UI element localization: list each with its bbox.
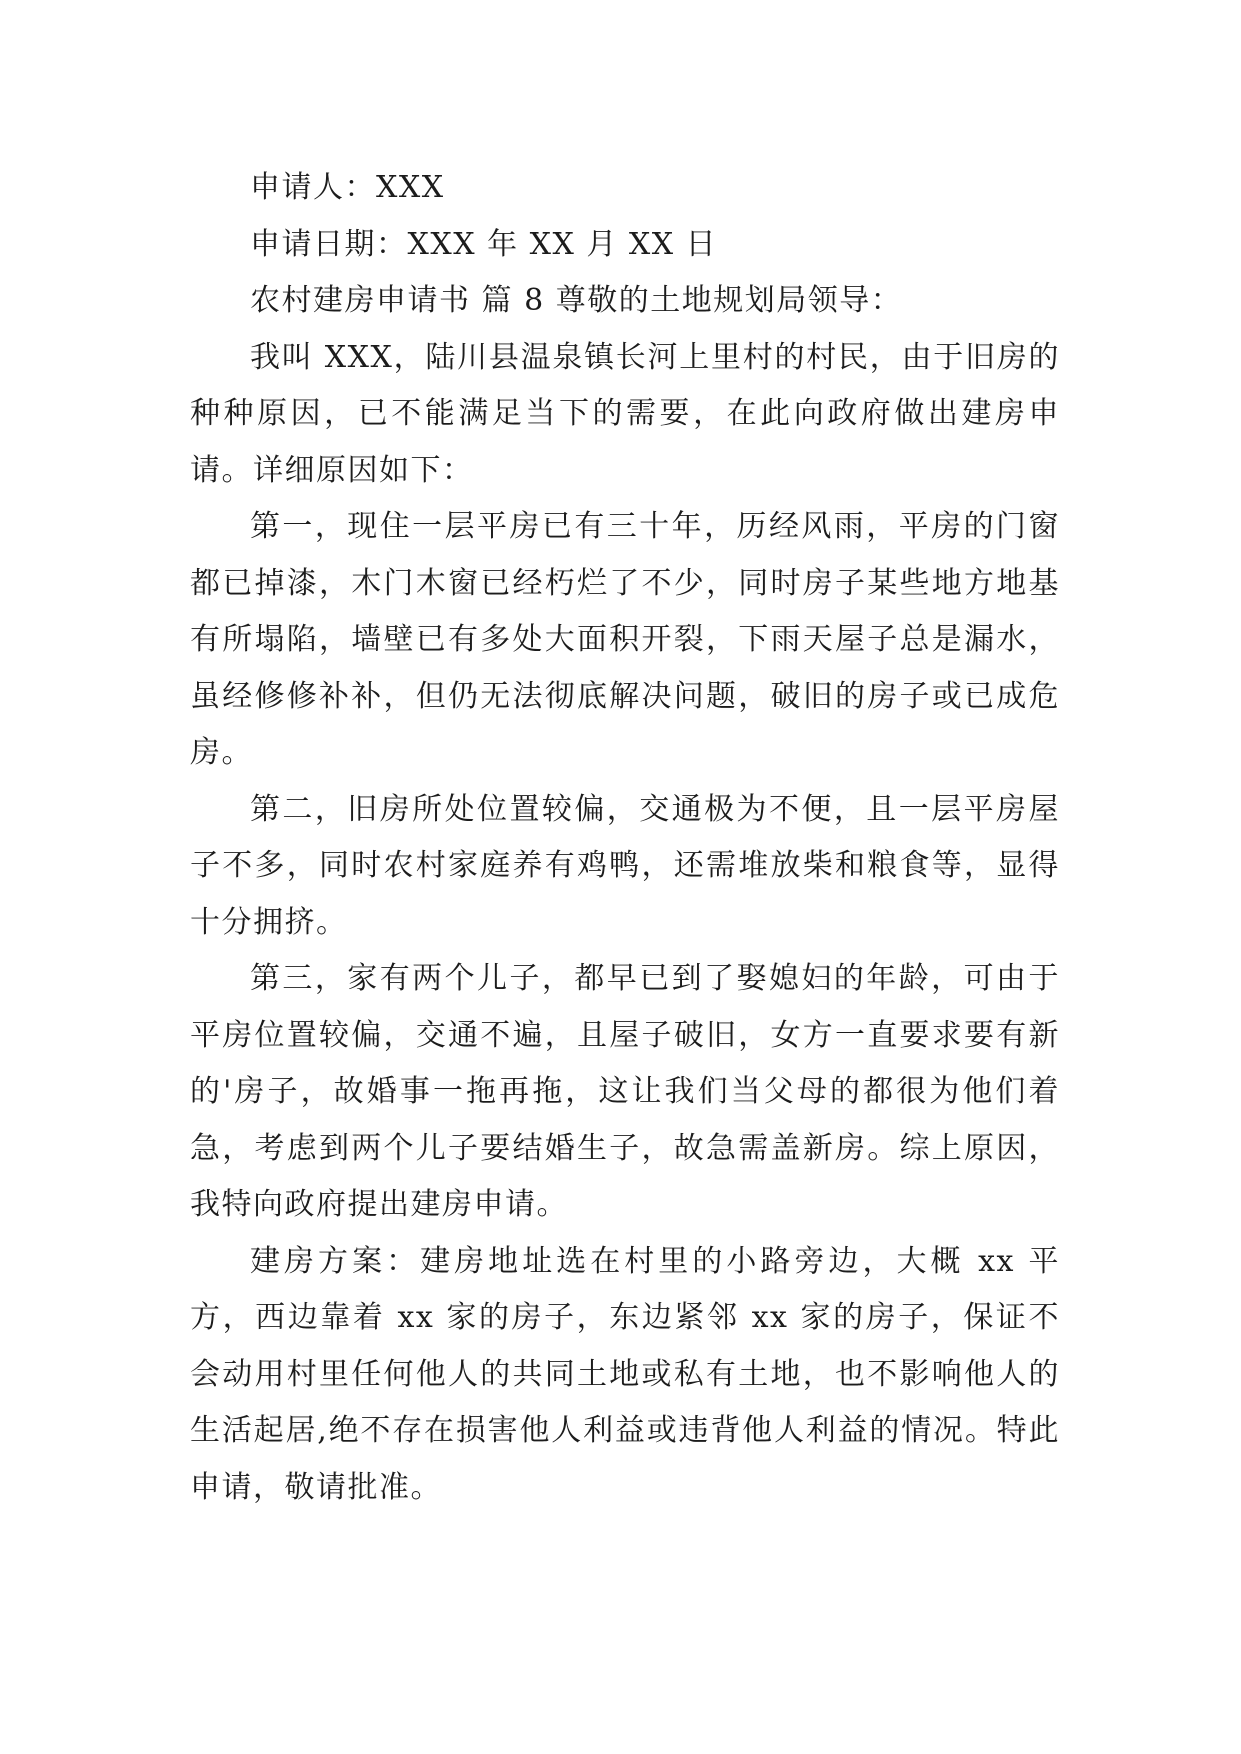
applicant-line: 申请人：XXX — [250, 170, 445, 205]
document-body — [190, 160, 1060, 1516]
paragraph-reason-3: 第三，家有两个儿子，都早已到了娶媳妇的年龄，可由于平房位置较偏，交通不遍，且屋子破旧，女方一直要求要有新的'房子，故婚事一拖再拖，这让我们当父母的都很为他们着急，考虑到两个儿子要结婚生子，故急需盖新房。综上原因，我特向政府提出建房申请。 — [190, 961, 1060, 1222]
heading-line: 农村建房申请书 篇 8 尊敬的土地规划局领导： — [250, 283, 903, 318]
date-line: 申请日期：XXX 年 XX 月 XX 日 — [250, 226, 718, 262]
paragraph-reason-1: 第一，现住一层平房已有三十年，历经风雨，平房的门窗都已掉漆，木门木窗已经朽烂了不少，同时房子某些地方地基有所塌陷，墙壁已有多处大面积开裂，下雨天屋子总是漏水，虽经修修补补，但仍无法彻底解决问题，破旧的房子或已成危房。 — [190, 509, 1060, 770]
paragraph-intro: 我叫 XXX，陆川县温泉镇长河上里村的村民，由于旧房的种种原因，已不能满足当下的需要，在此向政府做出建房申请。详细原因如下： — [190, 339, 1060, 488]
paragraph-reason-2: 第二，旧房所处位置较偏，交通极为不便，且一层平房屋子不多，同时农村家庭养有鸡鸭，还需堆放柴和粮食等，显得十分拥挤。 — [190, 791, 1060, 940]
paragraph-plan: 建房方案：建房地址选在村里的小路旁边，大概 xx 平方，西边靠着 xx 家的房子，东边紧邻 xx 家的房子，保证不会动用村里任何他人的共同土地或私有土地，也不影响他人的生活起居,绝不存在损害他人利益或违背他人利益的情况。特此申请，敬请批准。 — [190, 1243, 1060, 1505]
